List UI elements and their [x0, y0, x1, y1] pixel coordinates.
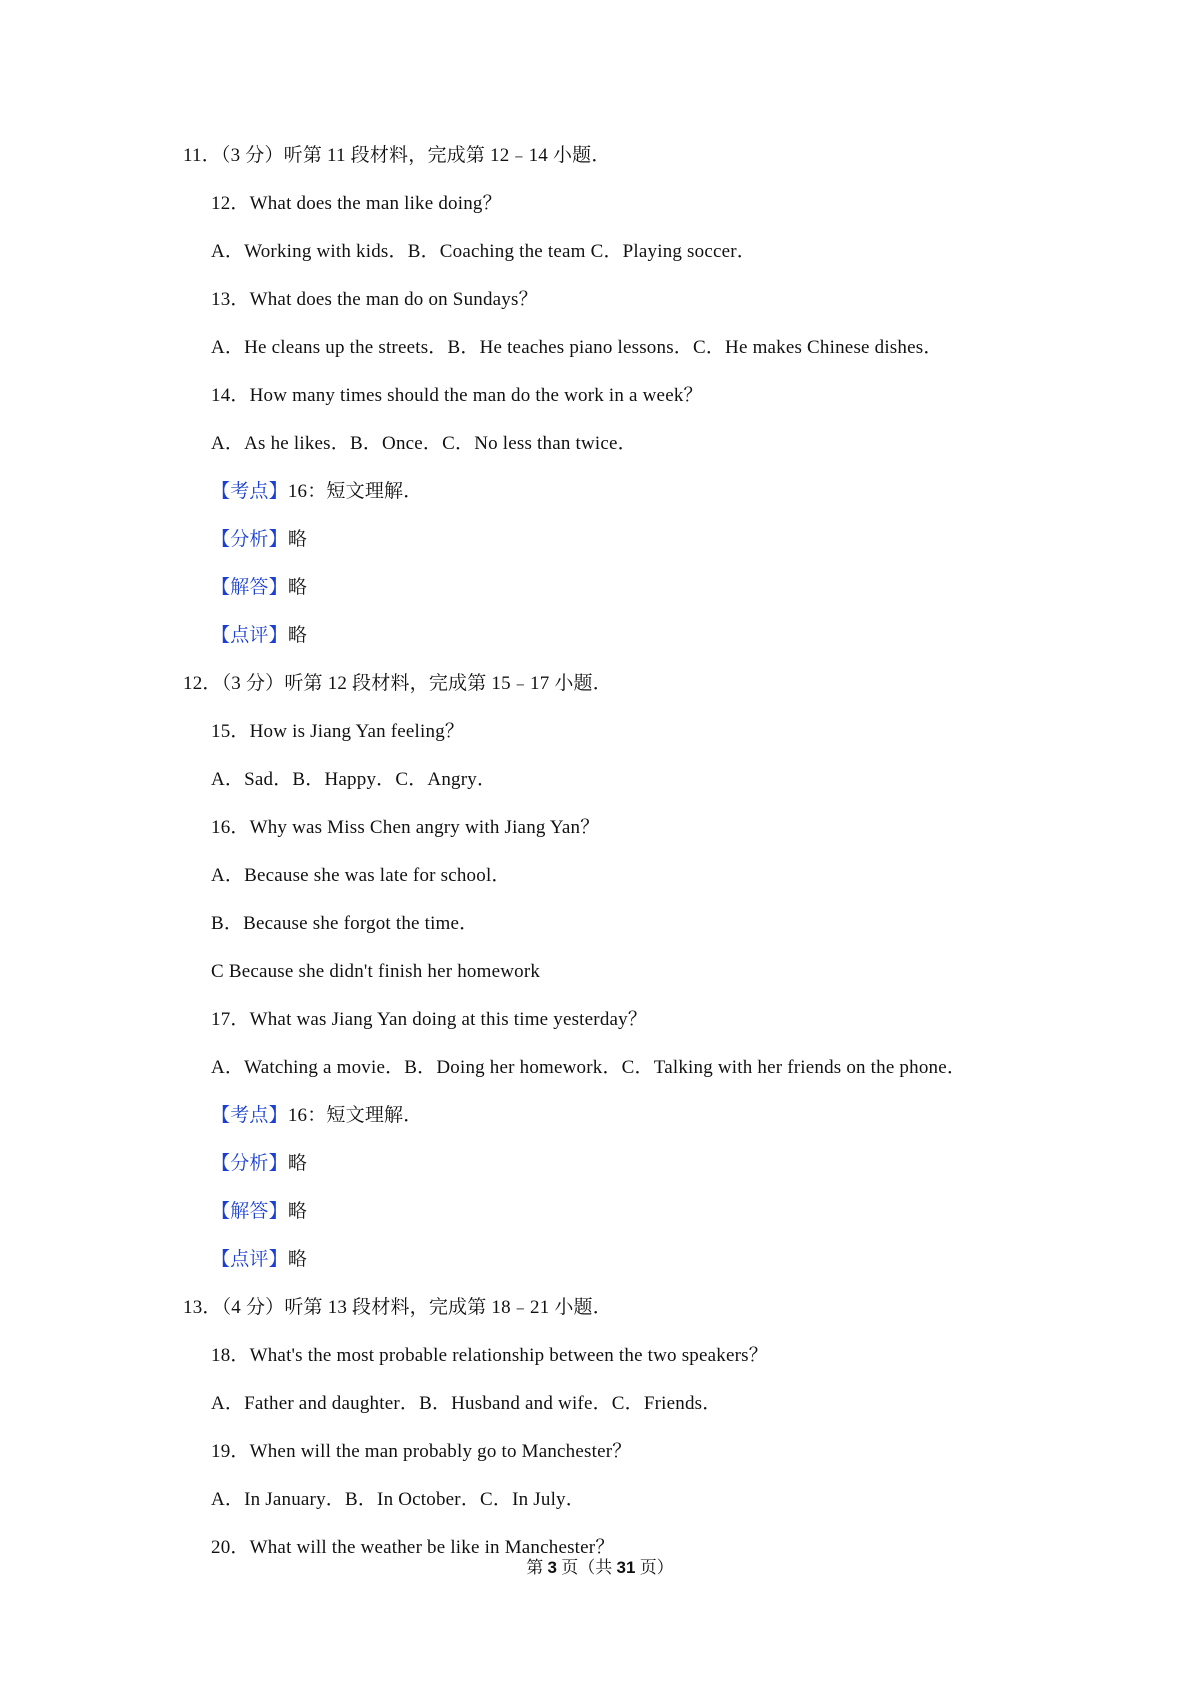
note-tag: 【考点】 — [211, 481, 288, 502]
line-text: 13．What does the man do on Sundays？ — [211, 289, 538, 310]
page-footer — [0, 1557, 1200, 1579]
analysis-note — [211, 1200, 307, 1224]
line-text: 略 — [287, 577, 308, 598]
line-text: 14．How many times should the man do the work in a week？ — [211, 385, 703, 406]
line-text: 18．What's the most probable relationship between the two speakers？ — [211, 1345, 768, 1366]
question-line — [211, 1392, 721, 1416]
line-text: A．He cleans up the streets．B．He teaches piano lessons．C．He makes Chinese dishes． — [211, 337, 943, 358]
question-line — [211, 240, 756, 264]
question-heading — [183, 672, 612, 696]
question-line — [211, 768, 496, 792]
line-text: 略 — [287, 625, 308, 646]
analysis-note — [211, 624, 307, 648]
question-line — [211, 1488, 585, 1512]
line-text: 19．When will the man probably go to Manchester？ — [211, 1441, 632, 1462]
line-text: 13．（4 分）听第 13 段材料，完成第 18﹣21 小题． — [183, 1297, 612, 1318]
line-text: 16：短文理解． — [287, 1105, 423, 1126]
question-line — [211, 1440, 631, 1464]
question-line — [211, 1344, 768, 1368]
line-text: 12．What does the man like doing？ — [211, 193, 502, 214]
line-text: 略 — [287, 1249, 308, 1270]
question-line — [211, 288, 538, 312]
line-text: A．As he likes．B．Once．C．No less than twice． — [211, 433, 637, 454]
analysis-note — [211, 1104, 422, 1128]
question-line — [211, 864, 511, 888]
question-line — [211, 384, 703, 408]
line-text: A．In January．B．In October．C．In July． — [211, 1489, 585, 1510]
note-tag: 【点评】 — [211, 1249, 288, 1270]
analysis-note — [211, 480, 422, 504]
question-line — [211, 192, 502, 216]
footer-total-pages: 31 — [616, 1558, 636, 1577]
analysis-note — [211, 1248, 307, 1272]
question-line — [211, 432, 637, 456]
analysis-note — [211, 1152, 307, 1176]
analysis-note — [211, 528, 307, 552]
line-text: C Because she didn't finish her homework — [211, 961, 541, 982]
question-heading — [183, 144, 611, 168]
footer-prefix: 第 — [526, 1558, 548, 1577]
question-line — [211, 720, 464, 744]
question-line — [211, 336, 943, 360]
line-text: 11．（3 分）听第 11 段材料，完成第 12﹣14 小题． — [183, 145, 611, 166]
question-line — [211, 960, 540, 984]
line-text: 17．What was Jiang Yan doing at this time yesterday？ — [211, 1009, 648, 1030]
note-tag: 【点评】 — [211, 625, 288, 646]
footer-page-number: 3 — [547, 1558, 558, 1577]
line-text: 略 — [287, 1201, 308, 1222]
analysis-note — [211, 576, 307, 600]
question-line — [211, 1008, 647, 1032]
line-text: 20．What will the weather be like in Manchester？ — [211, 1537, 615, 1558]
line-text: A．Working with kids．B．Coaching the team C．Playing soccer． — [211, 241, 756, 262]
note-tag: 【解答】 — [211, 1201, 288, 1222]
question-line — [211, 912, 478, 936]
footer-middle: 页（共 — [557, 1558, 617, 1577]
question-heading — [183, 1296, 612, 1320]
footer-suffix: 页） — [635, 1558, 674, 1577]
line-text: 16．Why was Miss Chen angry with Jiang Yan？ — [211, 817, 600, 838]
note-tag: 【分析】 — [211, 1153, 288, 1174]
line-text: A．Sad．B．Happy．C．Angry． — [211, 769, 497, 790]
line-text: 16：短文理解． — [287, 481, 423, 502]
line-text: 15．How is Jiang Yan feeling？ — [211, 721, 465, 742]
question-line — [211, 816, 599, 840]
line-text: A．Watching a movie．B．Doing her homework．C．Talking with her friends on the phone． — [211, 1057, 967, 1078]
note-tag: 【分析】 — [211, 529, 288, 550]
line-text: 略 — [287, 1153, 308, 1174]
note-tag: 【解答】 — [211, 577, 288, 598]
line-text: 略 — [287, 529, 308, 550]
line-text: 12．（3 分）听第 12 段材料，完成第 15﹣17 小题． — [183, 673, 612, 694]
line-text: A．Because she was late for school． — [211, 865, 511, 886]
line-text: B．Because she forgot the time． — [211, 913, 479, 934]
question-line — [211, 1056, 966, 1080]
line-text: A．Father and daughter．B．Husband and wife．C．Friends． — [211, 1393, 722, 1414]
note-tag: 【考点】 — [211, 1105, 288, 1126]
